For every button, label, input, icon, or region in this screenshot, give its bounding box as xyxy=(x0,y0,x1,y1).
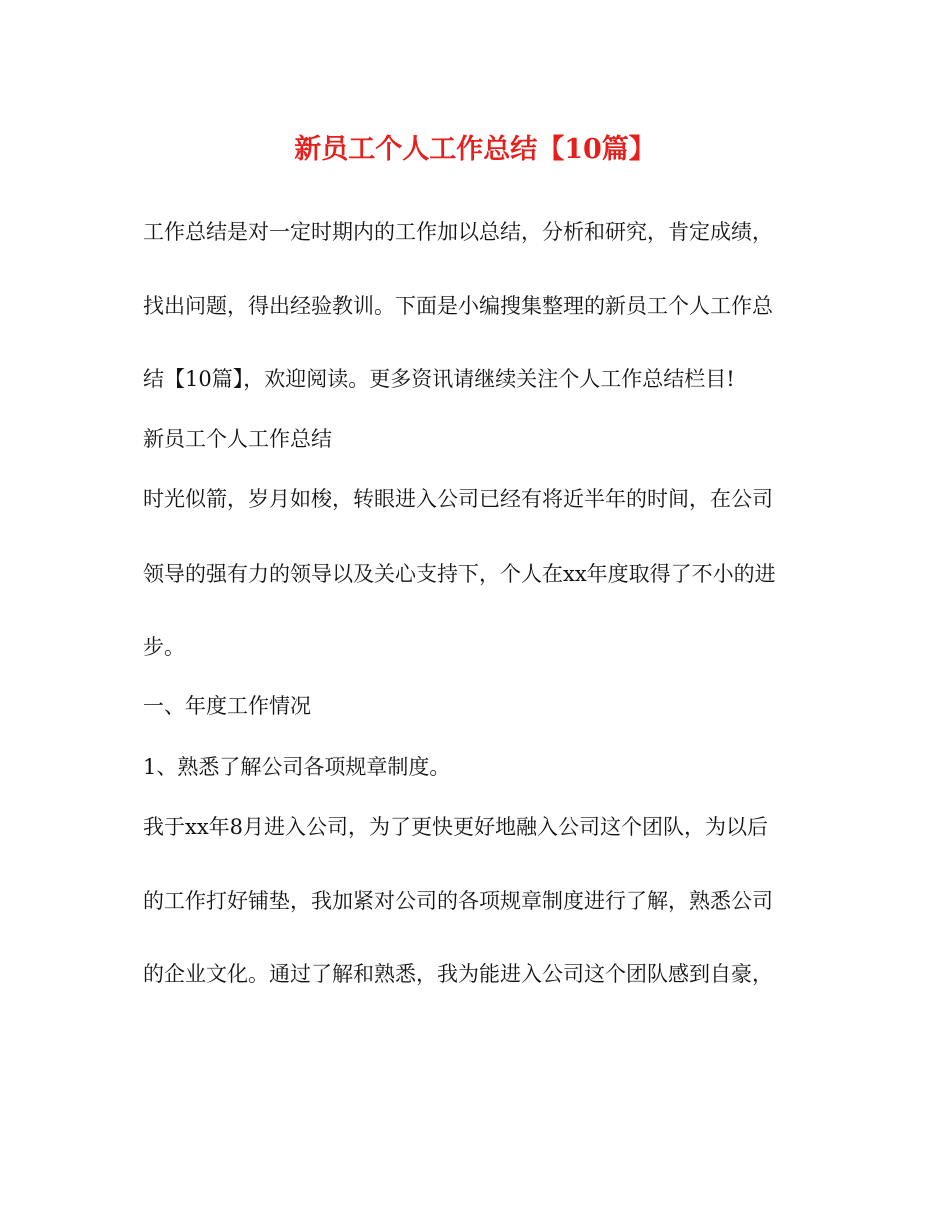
intro-line-2: 找出问题，得出经验教训。下面是小编搜集整理的新员工个人工作总 xyxy=(143,294,773,318)
paragraph-line-1: 时光似箭，岁月如梭，转眼进入公司已经有将近半年的时间，在公司 xyxy=(143,487,773,511)
paragraph-line-3: 步。 xyxy=(143,635,185,659)
section-heading: 新员工个人工作总结 xyxy=(143,427,332,451)
document-title: 新员工个人工作总结【10篇】 xyxy=(294,134,656,165)
paragraph-line-6: 的企业文化。通过了解和熟悉，我为能进入公司这个团队感到自豪， xyxy=(143,962,773,986)
list-item-heading: 1、熟悉了解公司各项规章制度。 xyxy=(143,755,451,779)
intro-line-1: 工作总结是对一定时期内的工作加以总结，分析和研究，肯定成绩， xyxy=(143,220,773,244)
paragraph-line-5: 的工作打好铺垫，我加紧对公司的各项规章制度进行了解，熟悉公司 xyxy=(143,889,773,913)
intro-line-3: 结【10篇】，欢迎阅读。更多资讯请继续关注个人工作总结栏目! xyxy=(143,367,735,391)
subsection-heading: 一、年度工作情况 xyxy=(143,694,311,718)
paragraph-line-2: 领导的强有力的领导以及关心支持下，个人在xx年度取得了不小的进 xyxy=(143,562,776,586)
paragraph-line-4: 我于xx年8月进入公司，为了更快更好地融入公司这个团队，为以后 xyxy=(143,815,769,839)
